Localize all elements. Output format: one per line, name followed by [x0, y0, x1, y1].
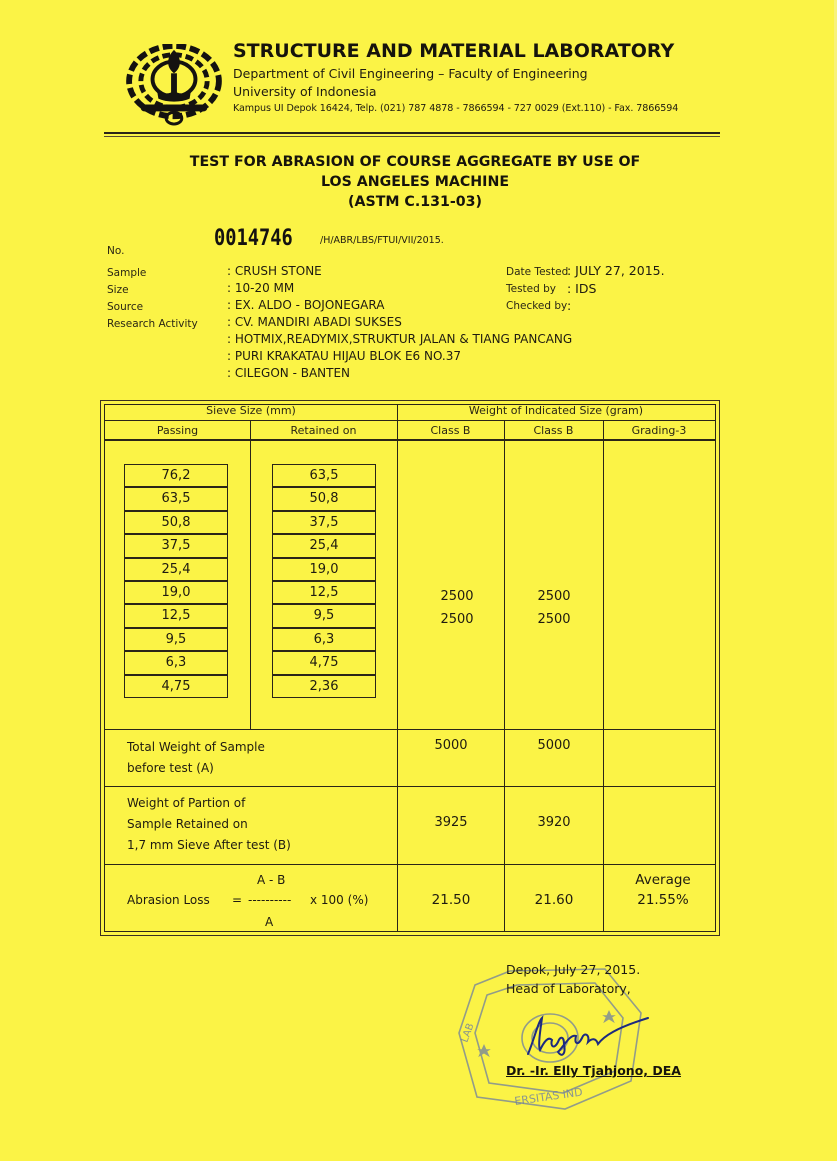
report-number-suffix: /H/ABR/LBS/FTUI/VII/2015.: [320, 235, 444, 246]
university-logo: [125, 44, 223, 126]
report-title-line-2: LOS ANGELES MACHINE: [320, 174, 510, 190]
total-weight-class-b-1: 5000: [434, 738, 468, 753]
tested-by-value: : IDS: [567, 281, 597, 296]
size-value: : 10-20 MM: [227, 281, 295, 295]
university-line: University of Indonesia: [233, 84, 377, 99]
checked-by-label: Checked by: [506, 300, 568, 312]
research-activity-scope: : HOTMIX,READYMIX,STRUKTUR JALAN & TIANG PANCANG: [227, 332, 573, 346]
column-class-b-1: Class B: [430, 424, 471, 437]
abrasion-formula-fraction-bar: ----------: [248, 893, 292, 907]
column-class-b-2: Class B: [533, 424, 574, 437]
abrasion-formula-factor: x 100 (%): [310, 893, 369, 907]
average-value: 21.55%: [637, 892, 689, 908]
source-value: : EX. ALDO - BOJONEGARA: [227, 298, 385, 312]
sample-label: Sample: [107, 267, 147, 279]
retained-sieve-size: 50,8: [272, 487, 376, 510]
average-label: Average: [635, 872, 691, 888]
table-rule: [105, 864, 715, 865]
sample-value: : CRUSH STONE: [227, 264, 322, 278]
passing-sieve-size: 19,0: [124, 581, 228, 604]
handwritten-signature: [520, 1010, 650, 1060]
research-activity-address: : PURI KRAKATAU HIJAU BLOK E6 NO.37: [227, 349, 462, 363]
column-grading-3: Grading-3: [631, 424, 687, 437]
date-tested-value: : JULY 27, 2015.: [567, 263, 665, 278]
total-weight-label-line-1: Total Weight of Sample: [127, 740, 265, 754]
passing-sieve-size: 9,5: [124, 628, 228, 651]
report-title-line-1: TEST FOR ABRASION OF COURSE AGGREGATE BY USE OF: [189, 154, 641, 170]
passing-sieve-size: 4,75: [124, 675, 228, 698]
research-activity-city: : CILEGON - BANTEN: [227, 366, 351, 380]
date-tested-label: Date Tested: [506, 266, 569, 278]
retained-sieve-size: 12,5: [272, 581, 376, 604]
abrasion-formula-numerator: A - B: [257, 873, 286, 887]
header-weight: Weight of Indicated Size (gram): [468, 404, 644, 417]
retained-sieve-size: 37,5: [272, 511, 376, 534]
retained-sieve-size: 25,4: [272, 534, 376, 557]
header-sieve-size: Sieve Size (mm): [206, 404, 296, 417]
retained-weight-label-line-3: 1,7 mm Sieve After test (B): [127, 838, 291, 852]
weight-class-b-1-19-12.5: 2500: [440, 589, 474, 604]
column-passing: Passing: [156, 424, 199, 437]
retained-sieve-size: 2,36: [272, 675, 376, 698]
abrasion-equals-sign: =: [232, 893, 243, 907]
retained-sieve-size: 63,5: [272, 464, 376, 487]
passing-sieve-size: 25,4: [124, 558, 228, 581]
abrasion-loss-class-b-1: 21.50: [431, 892, 471, 908]
retained-sieve-size: 19,0: [272, 558, 376, 581]
signature-title: Head of Laboratory,: [506, 981, 631, 996]
passing-sieve-size: 76,2: [124, 464, 228, 487]
number-label: No.: [107, 245, 125, 257]
retained-weight-label-line-2: Sample Retained on: [127, 817, 248, 831]
retained-weight-class-b-1: 3925: [434, 815, 468, 830]
retained-weight-class-b-2: 3920: [537, 815, 571, 830]
passing-sieve-size: 50,8: [124, 511, 228, 534]
address-line: Kampus UI Depok 16424, Telp. (021) 787 4878 - 7866594 - 727 0029 (Ext.110) - Fax. 7866594: [233, 103, 679, 114]
retained-sieve-size: 4,75: [272, 651, 376, 674]
table-rule: [105, 786, 715, 787]
header-rule-thin: [104, 136, 720, 137]
size-label: Size: [107, 284, 129, 296]
table-rule: [105, 729, 715, 730]
weight-class-b-2-12.5-9.5: 2500: [537, 612, 571, 627]
retained-sieve-size: 6,3: [272, 628, 376, 651]
table-rule: [105, 439, 715, 441]
report-number: 0014746: [214, 226, 293, 251]
weight-class-b-1-12.5-9.5: 2500: [440, 612, 474, 627]
retained-weight-label-line-1: Weight of Partion of: [127, 796, 246, 810]
retained-sieve-size: 9,5: [272, 604, 376, 627]
total-weight-label-line-2: before test (A): [127, 761, 214, 775]
signature-place-date: Depok, July 27, 2015.: [506, 962, 641, 977]
checked-by-value: :: [567, 298, 572, 313]
lab-title: STRUCTURE AND MATERIAL LABORATORY: [233, 40, 675, 62]
abrasion-loss-class-b-2: 21.60: [534, 892, 574, 908]
department-line: Department of Civil Engineering – Faculty of Engineering: [233, 66, 588, 81]
table-rule: [603, 420, 604, 932]
tested-by-label: Tested by: [506, 283, 557, 295]
source-label: Source: [107, 301, 144, 313]
column-retained-on: Retained on: [290, 424, 357, 437]
passing-sieve-size: 12,5: [124, 604, 228, 627]
stamp-text: LAB: [459, 1021, 477, 1045]
passing-sieve-size: 37,5: [124, 534, 228, 557]
table-rule: [397, 404, 398, 932]
weight-class-b-2-19-12.5: 2500: [537, 589, 571, 604]
passing-sieve-size: 6,3: [124, 651, 228, 674]
passing-sieve-size: 63,5: [124, 487, 228, 510]
research-activity-company: : CV. MANDIRI ABADI SUKSES: [227, 315, 402, 329]
research-activity-label: Research Activity: [107, 318, 198, 330]
stamp-text: ERSITAS IND: [513, 1085, 584, 1108]
signatory-name: Dr. -Ir. Elly Tjahjono, DEA: [506, 1063, 681, 1078]
abrasion-formula-denominator: A: [265, 915, 274, 929]
table-rule: [504, 420, 505, 932]
total-weight-class-b-2: 5000: [537, 738, 571, 753]
header-rule: [104, 132, 720, 134]
report-title-line-3: (ASTM C.131-03): [348, 194, 482, 210]
table-rule: [105, 420, 715, 421]
table-rule: [250, 420, 251, 729]
abrasion-loss-label: Abrasion Loss: [127, 893, 210, 907]
